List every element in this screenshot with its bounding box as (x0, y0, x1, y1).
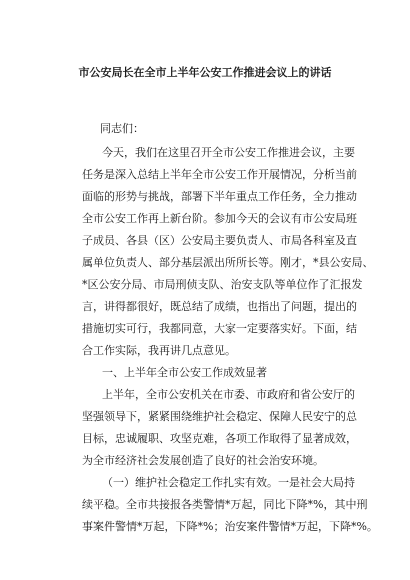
paragraph-line: 目标，忠诚履职、攻坚克难，各项工作取得了显著成效， (82, 432, 357, 445)
paragraph-line: 全市公安工作再上新台阶。参加今天的会议有市公安局班 (82, 212, 357, 225)
paragraph-line: 任务是深入总结上半年全市公安工作开展情况，分析当前 (82, 168, 357, 181)
paragraph-line: *区公安分局、市局刑侦支队、治安支队等单位作了汇报发 (82, 278, 363, 291)
subsection-line: （一）维护社会稳定工作扎实有效。一是社会大局持 (102, 476, 355, 489)
paragraph-line: 子成员、各县（区）公安局主要负责人、市局各科室及直 (82, 234, 357, 247)
paragraph-line: 面临的形势与挑战，部署下半年重点工作任务，全力推动 (82, 190, 357, 203)
paragraph-line: 为全市经济社会发展创造了良好的社会治安环境。 (82, 454, 324, 467)
document-title: 市公安局长在全市上半年公安工作推进会议上的讲话 (78, 66, 332, 79)
paragraph-line: 今天，我们在这里召开全市公安工作推进会议，主要 (102, 146, 355, 159)
paragraph-line: 上半年，全市公安机关在市委、市政府和省公安厅的 (102, 388, 355, 401)
paragraph-line: 事案件警情*万起，下降*%；治安案件警情*万起，下降*%。 (82, 520, 378, 533)
paragraph-line: 言，讲得都很好，既总结了成绩，也指出了问题，提出的 (82, 300, 357, 313)
paragraph-line: 合工作实际，我再讲几点意见。 (82, 344, 236, 357)
paragraph-line: 续平稳。全市共接报各类警情*万起，同比下降*%，其中刑 (82, 498, 368, 511)
paragraph-line: 坚强领导下，紧紧围绕维护社会稳定、保障人民安宁的总 (82, 410, 357, 423)
paragraph-line: 措施切实可行，我都同意，大家一定要落实好。下面，结 (82, 322, 357, 335)
salutation: 同志们： (100, 122, 144, 135)
document-body (82, 142, 378, 538)
paragraph-line: 属单位负责人、部分基层派出所所长等。刚才，*县公安局、 (82, 256, 374, 269)
section-heading: 一、上半年全市公安工作成效显著 (102, 366, 267, 379)
